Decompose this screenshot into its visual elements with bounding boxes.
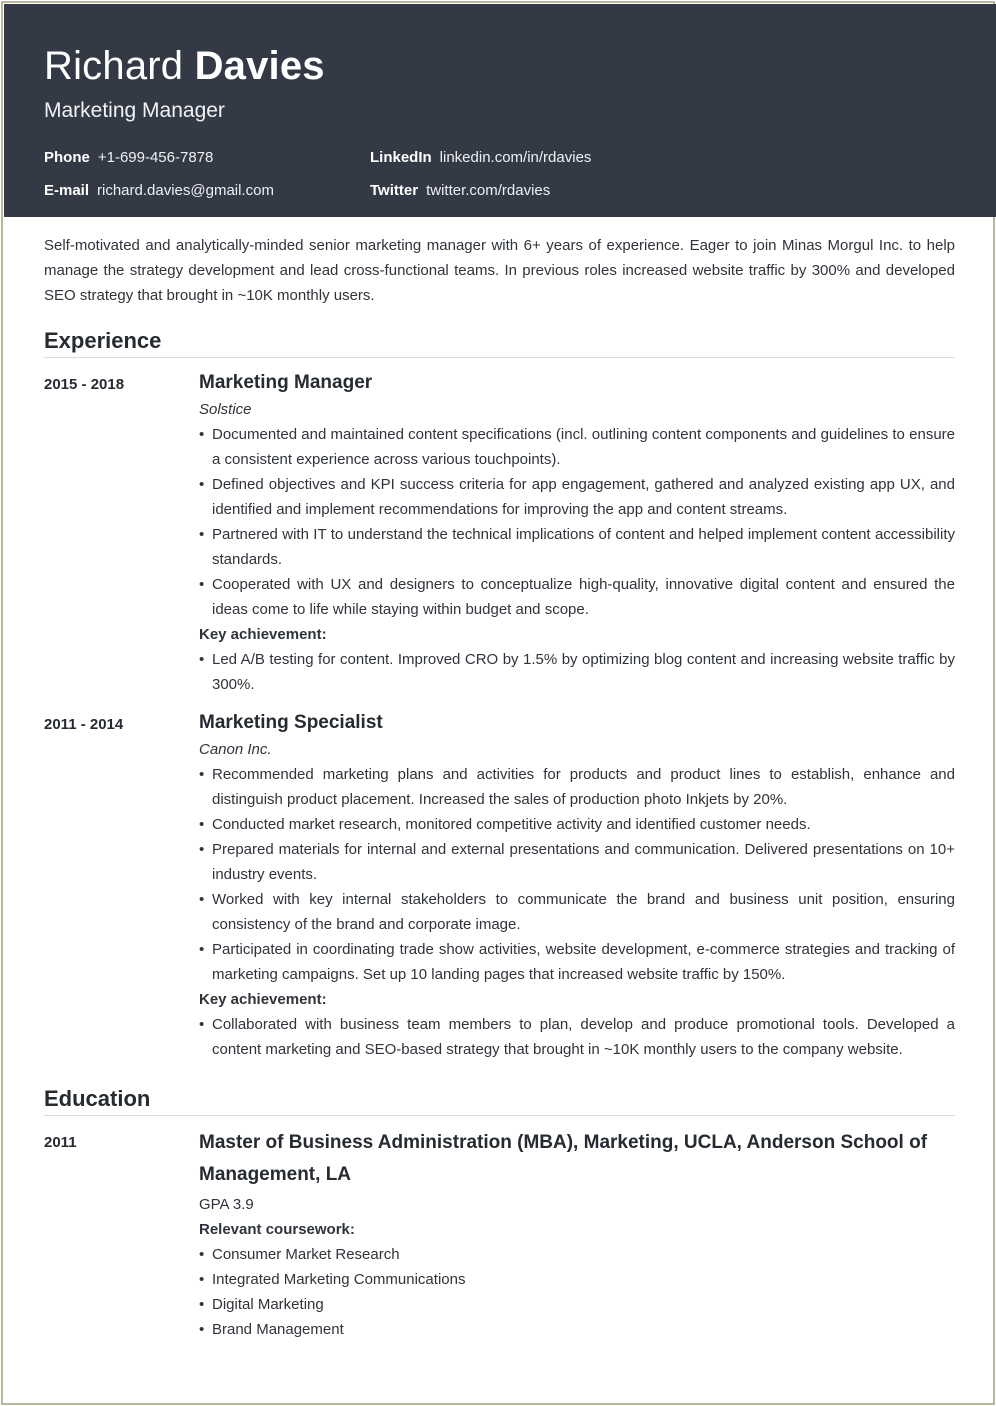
key-achievement-label: Key achievement: — [199, 626, 327, 643]
job-bullets — [199, 422, 955, 622]
contact-linkedin-label: LinkedIn — [370, 149, 432, 166]
degree-title: Master of Business Administration (MBA), Marketing, UCLA, Anderson School of Management, LA — [199, 1132, 928, 1185]
job-dates: 2015 - 2018 — [44, 376, 125, 393]
coursework-item: • Brand Management — [199, 1317, 955, 1342]
contact-twitter-label: Twitter — [370, 182, 419, 199]
job-role: Marketing Manager — [44, 99, 225, 122]
education-heading: Education — [44, 1086, 151, 1111]
education-divider — [44, 1115, 955, 1116]
full-name: Richard Davies — [44, 44, 325, 88]
job-bullet: • Documented and maintained content specifications (incl. outlining content components and guidelines to ensure a consistent experience across various touchpoints). — [199, 422, 955, 472]
education-year: 2011 — [44, 1134, 77, 1151]
gpa: GPA 3.9 — [199, 1196, 254, 1213]
key-achievement-label: Key achievement: — [199, 991, 327, 1008]
job-bullet: • Recommended marketing plans and activities for products and product lines to establish, enhance and distinguish product placement. Increased the sales of production photo Inkjets by 20%. — [199, 762, 955, 812]
contact-linkedin — [370, 149, 591, 167]
coursework-item: • Consumer Market Research — [199, 1242, 955, 1267]
education-entry — [199, 1127, 955, 1342]
coursework-list — [199, 1242, 955, 1342]
experience-heading: Experience — [44, 328, 162, 353]
experience-divider — [44, 357, 955, 358]
job-title: Marketing Manager — [199, 372, 373, 393]
contact-email-value: richard.davies@gmail.com — [97, 182, 274, 199]
job-bullet: • Participated in coordinating trade show activities, website development, e-commerce strategies and tracking of marketing campaigns. Set up 10 landing pages that increased website traffic by 150%. — [199, 937, 955, 987]
company-name: Canon Inc. — [199, 741, 272, 758]
achievement-bullet: • Collaborated with business team members to plan, develop and produce promotional tools. Developed a content marketing and SEO-based strategy that brought in ~10K monthly users to the company website. — [199, 1012, 955, 1062]
resume-page — [1, 1, 995, 1405]
contact-phone — [44, 149, 213, 167]
coursework-item: • Integrated Marketing Communications — [199, 1267, 955, 1292]
contact-twitter — [370, 182, 550, 200]
job-dates: 2011 - 2014 — [44, 716, 124, 733]
contact-phone-value: +1-699-456-7878 — [97, 149, 214, 166]
contact-email-label: E-mail — [44, 182, 90, 199]
achievement-bullets — [199, 1012, 955, 1062]
contact-linkedin-value: linkedin.com/in/rdavies — [439, 149, 592, 166]
job-title: Marketing Specialist — [199, 712, 383, 733]
achievement-bullet: • Led A/B testing for content. Improved CRO by 1.5% by optimizing blog content and increasing website traffic by 300%. — [199, 647, 955, 697]
job-bullet: • Conducted market research, monitored competitive activity and identified customer needs. — [199, 812, 955, 837]
job-bullet: • Cooperated with UX and designers to conceptualize high-quality, innovative digital content and ensured the ideas come to life while staying within budget and scope. — [199, 572, 955, 622]
last-name: Davies — [194, 44, 325, 88]
job-bullet: • Worked with key internal stakeholders to communicate the brand and business unit position, ensuring consistency of the brand and corporate image. — [199, 887, 955, 937]
job-bullets — [199, 762, 955, 987]
coursework-label: Relevant coursework: — [199, 1221, 355, 1238]
job-bullet: • Prepared materials for internal and external presentations and communication. Delivered presentations on 10+ industry events. — [199, 837, 955, 887]
achievement-bullets — [199, 647, 955, 697]
job-entry — [199, 709, 955, 1062]
summary-paragraph: Self-motivated and analytically-minded senior marketing manager with 6+ years of experience. Eager to join Minas Morgul Inc. to help manage the strategy development and lead cross-functional teams. In previous roles increased website traffic by 300% and developed SEO strategy that brought in ~10K monthly users. — [44, 237, 955, 304]
job-bullet: • Partnered with IT to understand the technical implications of content and helped implement content accessibility standards. — [199, 522, 955, 572]
company-name: Solstice — [199, 401, 252, 418]
resume-header — [4, 4, 996, 217]
contact-email — [44, 182, 274, 200]
job-entry — [199, 369, 955, 697]
coursework-item: • Digital Marketing — [199, 1292, 955, 1317]
contact-twitter-value: twitter.com/rdavies — [426, 182, 551, 199]
job-bullet: • Defined objectives and KPI success criteria for app engagement, gathered and analyzed existing app UX, and identified and implement recommendations for improving the app and content streams. — [199, 472, 955, 522]
contact-phone-label: Phone — [44, 149, 90, 166]
